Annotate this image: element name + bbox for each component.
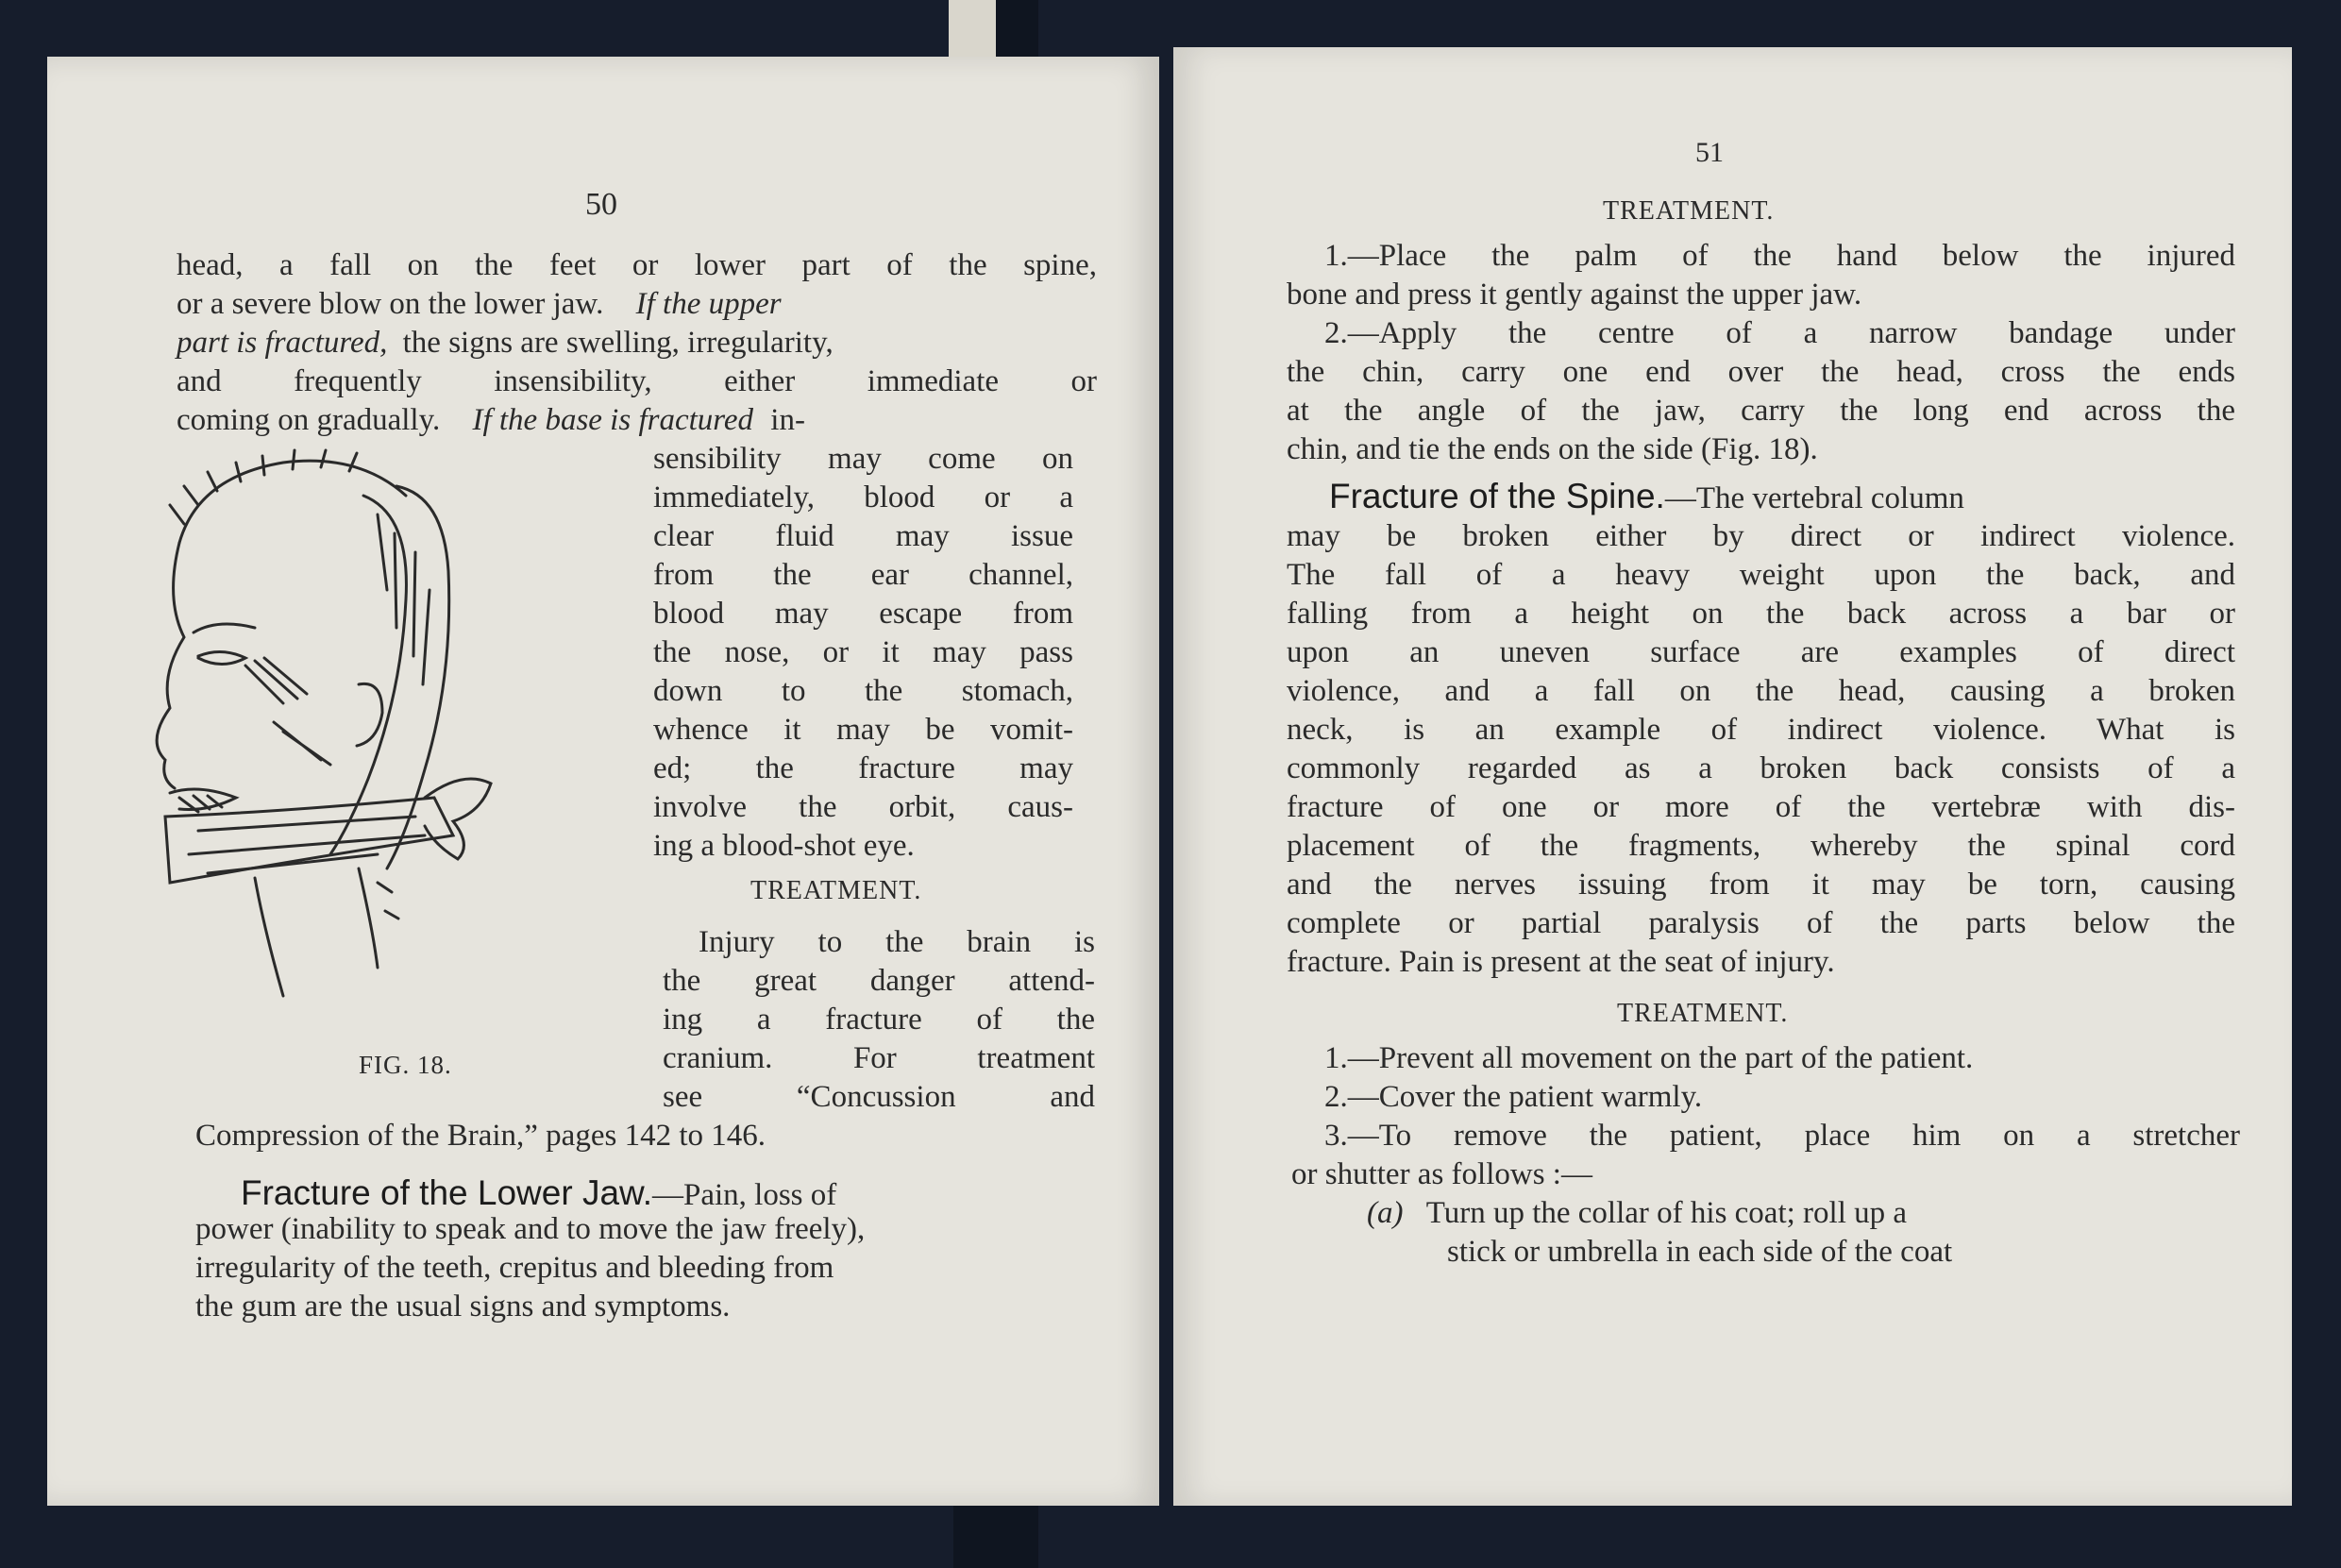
text-line: Compression of the Brain,” pages 142 to 146. [195, 1119, 766, 1153]
text-line: involve the orbit, caus- [653, 790, 1073, 824]
text-line: neck, is an example of indirect violence. What is [1287, 713, 2235, 747]
italic-span: (a) [1367, 1196, 1404, 1230]
text-line: power (inability to speak and to move the jaw freely), [195, 1212, 866, 1246]
text-span: in- [770, 403, 805, 437]
text-line: fracture of one or more of the vertebræ with dis- [1287, 790, 2235, 824]
page-number: 51 [1695, 137, 1724, 168]
text-line: ed; the fracture may [653, 751, 1073, 785]
italic-span: If the upper [635, 287, 782, 321]
text-line: clear fluid may issue [653, 519, 1073, 553]
text-span: —The vertebral column [1664, 481, 1964, 515]
text-line: bone and press it gently against the upper jaw. [1287, 278, 1862, 312]
text-line: at the angle of the jaw, carry the long end across the [1287, 394, 2235, 428]
treatment-heading: TREATMENT. [1603, 196, 1775, 226]
section-heading: Fracture of the Lower Jaw. [241, 1173, 652, 1212]
text-line: placement of the fragments, whereby the spinal cord [1287, 829, 2235, 863]
text-line: 1.—Place the palm of the hand below the injured [1324, 239, 2235, 273]
text-line: and the nerves issuing from it may be torn, causing [1287, 868, 2235, 902]
text-line: the chin, carry one end over the head, cross the ends [1287, 355, 2235, 389]
section-heading: Fracture of the Spine. [1329, 477, 1665, 515]
text-line [177, 405, 805, 436]
text-line: the great danger attend- [663, 964, 1095, 998]
text-line: chin, and tie the ends on the side (Fig. 18). [1287, 432, 1818, 466]
text-line: or shutter as follows :— [1291, 1157, 1592, 1191]
page-number: 50 [585, 187, 617, 222]
text-line: 2.—Cover the patient warmly. [1324, 1080, 1703, 1114]
text-line: and frequently insensibility, either immediate or [177, 364, 1097, 398]
text-line [1367, 1198, 1907, 1229]
text-line: see “Concussion and [663, 1080, 1095, 1114]
text-span: —Pain, loss of [651, 1178, 837, 1212]
italic-span: If the base is fractured [472, 403, 754, 437]
text-line: head, a fall on the feet or lower part of the spine, [177, 248, 1097, 282]
section-line [241, 1175, 836, 1211]
text-line: 2.—Apply the centre of a narrow bandage under [1324, 316, 2235, 350]
text-line: cranium. For treatment [663, 1041, 1095, 1075]
text-line: Injury to the brain is [699, 925, 1095, 959]
text-line: sensibility may come on [653, 442, 1073, 476]
section-line [1329, 479, 1964, 514]
text-line: from the ear channel, [653, 558, 1073, 592]
text-line: The fall of a heavy weight upon the back, and [1287, 558, 2235, 592]
text-line: falling from a height on the back across a bar or [1287, 597, 2235, 631]
text-span: or a severe blow on the lower jaw. [177, 287, 604, 321]
text-span: the signs are swelling, irregularity, [402, 326, 834, 360]
text-line: down to the stomach, [653, 674, 1073, 708]
text-line: may be broken either by direct or indirect violence. [1287, 519, 2235, 553]
text-line: whence it may be vomit- [653, 713, 1073, 747]
spine-edge [949, 0, 996, 57]
text-line: stick or umbrella in each side of the coat [1447, 1235, 1953, 1269]
text-span: Turn up the collar of his coat; roll up a [1425, 1196, 1908, 1230]
text-line: violence, and a fall on the head, causing a broken [1287, 674, 2235, 708]
right-page [1173, 47, 2292, 1506]
text-line: fracture. Pain is present at the seat of injury. [1287, 945, 1835, 979]
treatment-heading: TREATMENT. [750, 876, 922, 905]
bandaged-jaw-illustration-icon [142, 439, 595, 1001]
text-line: 3.—To remove the patient, place him on a stretcher [1324, 1119, 2240, 1153]
italic-span: part is fractured, [177, 326, 388, 360]
text-line: blood may escape from [653, 597, 1073, 631]
text-line: irregularity of the teeth, crepitus and bleeding from [195, 1251, 834, 1285]
text-line: upon an uneven surface are examples of direct [1287, 635, 2235, 669]
text-line: immediately, blood or a [653, 481, 1073, 514]
text-span: coming on gradually. [177, 403, 441, 437]
text-line: commonly regarded as a broken back consists of a [1287, 751, 2235, 785]
treatment-heading: TREATMENT. [1617, 999, 1789, 1028]
text-line: complete or partial paralysis of the parts below the [1287, 906, 2235, 940]
text-line [177, 328, 834, 359]
text-line: the gum are the usual signs and symptoms. [195, 1290, 731, 1324]
text-line: the nose, or it may pass [653, 635, 1073, 669]
text-line: 1.—Prevent all movement on the part of the patient. [1324, 1041, 1974, 1075]
figure-caption: FIG. 18. [359, 1051, 452, 1079]
text-line: ing a blood-shot eye. [653, 829, 915, 863]
text-line [177, 289, 782, 320]
text-line: ing a fracture of the [663, 1003, 1095, 1037]
